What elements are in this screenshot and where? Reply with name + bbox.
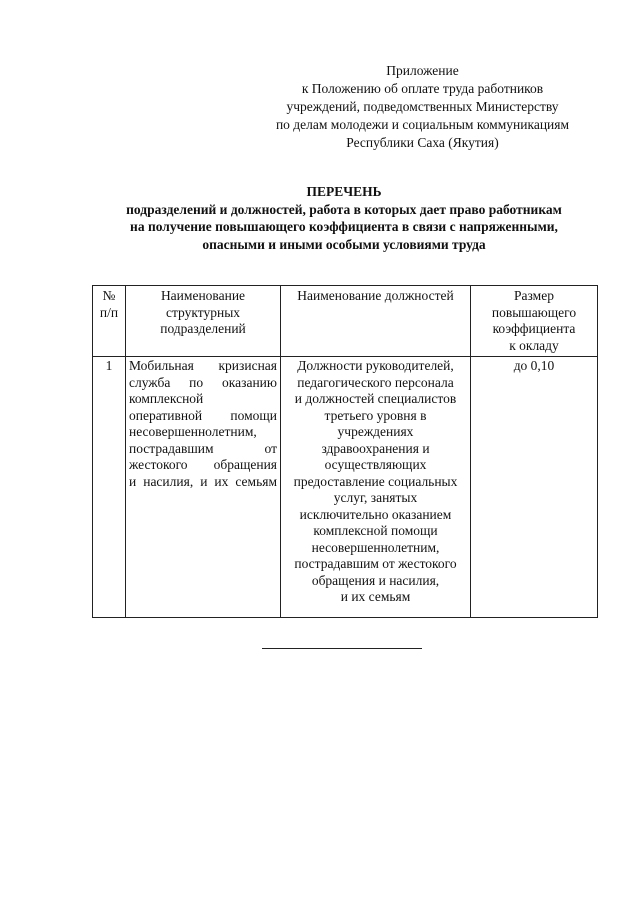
header-coefficient: Размер повышающего коэффициента к окладу	[471, 286, 598, 357]
appendix-line: Республики Саха (Якутия)	[346, 135, 499, 150]
row-num: 1	[93, 357, 126, 618]
appendix-line: Приложение	[386, 63, 459, 78]
header-num: № п/п	[93, 286, 126, 357]
row-division: Мобильная кризисная служба по оказанию комплексной оперативной помощи несовершеннолетним, пострадавшим от жестокого обращения и насилия, и их семьям	[126, 357, 281, 618]
appendix-line: по делам молодежи и социальным коммуникациям	[275, 117, 570, 132]
appendix-line: учреждений, подведомственных Министерству	[286, 99, 559, 114]
row-position: Должности руководителей, педагогического персонала и должностей специалистов третьего уровня в учреждениях здравоохранения и осуществляющих предоставление социальных услуг, занятых исключительно оказанием комплексной помощи несовершеннолетним, пострадавшим от жестокого обращения и насилия, и их семьям	[281, 357, 471, 618]
title-heading: ПЕРЕЧЕНЬ	[306, 184, 382, 199]
title-subtitle-line: подразделений и должностей, работа в которых дает право работникам	[126, 201, 562, 217]
appendix-block	[250, 62, 595, 152]
positions-table	[92, 285, 598, 618]
table-row	[93, 357, 598, 618]
document-title	[60, 183, 628, 253]
title-subtitle-line: на получение повышающего коэффициента в связи с напряженными,	[130, 219, 558, 234]
table-header-row	[93, 286, 598, 357]
appendix-line: к Положению об оплате труда работников	[301, 81, 544, 96]
closing-rule	[262, 648, 422, 649]
row-coefficient: до 0,10	[471, 357, 598, 618]
title-subtitle-line: опасными и иными особыми условиями труда	[202, 236, 486, 252]
header-position: Наименование должностей	[281, 286, 471, 357]
header-division: Наименование структурных подразделений	[126, 286, 281, 357]
